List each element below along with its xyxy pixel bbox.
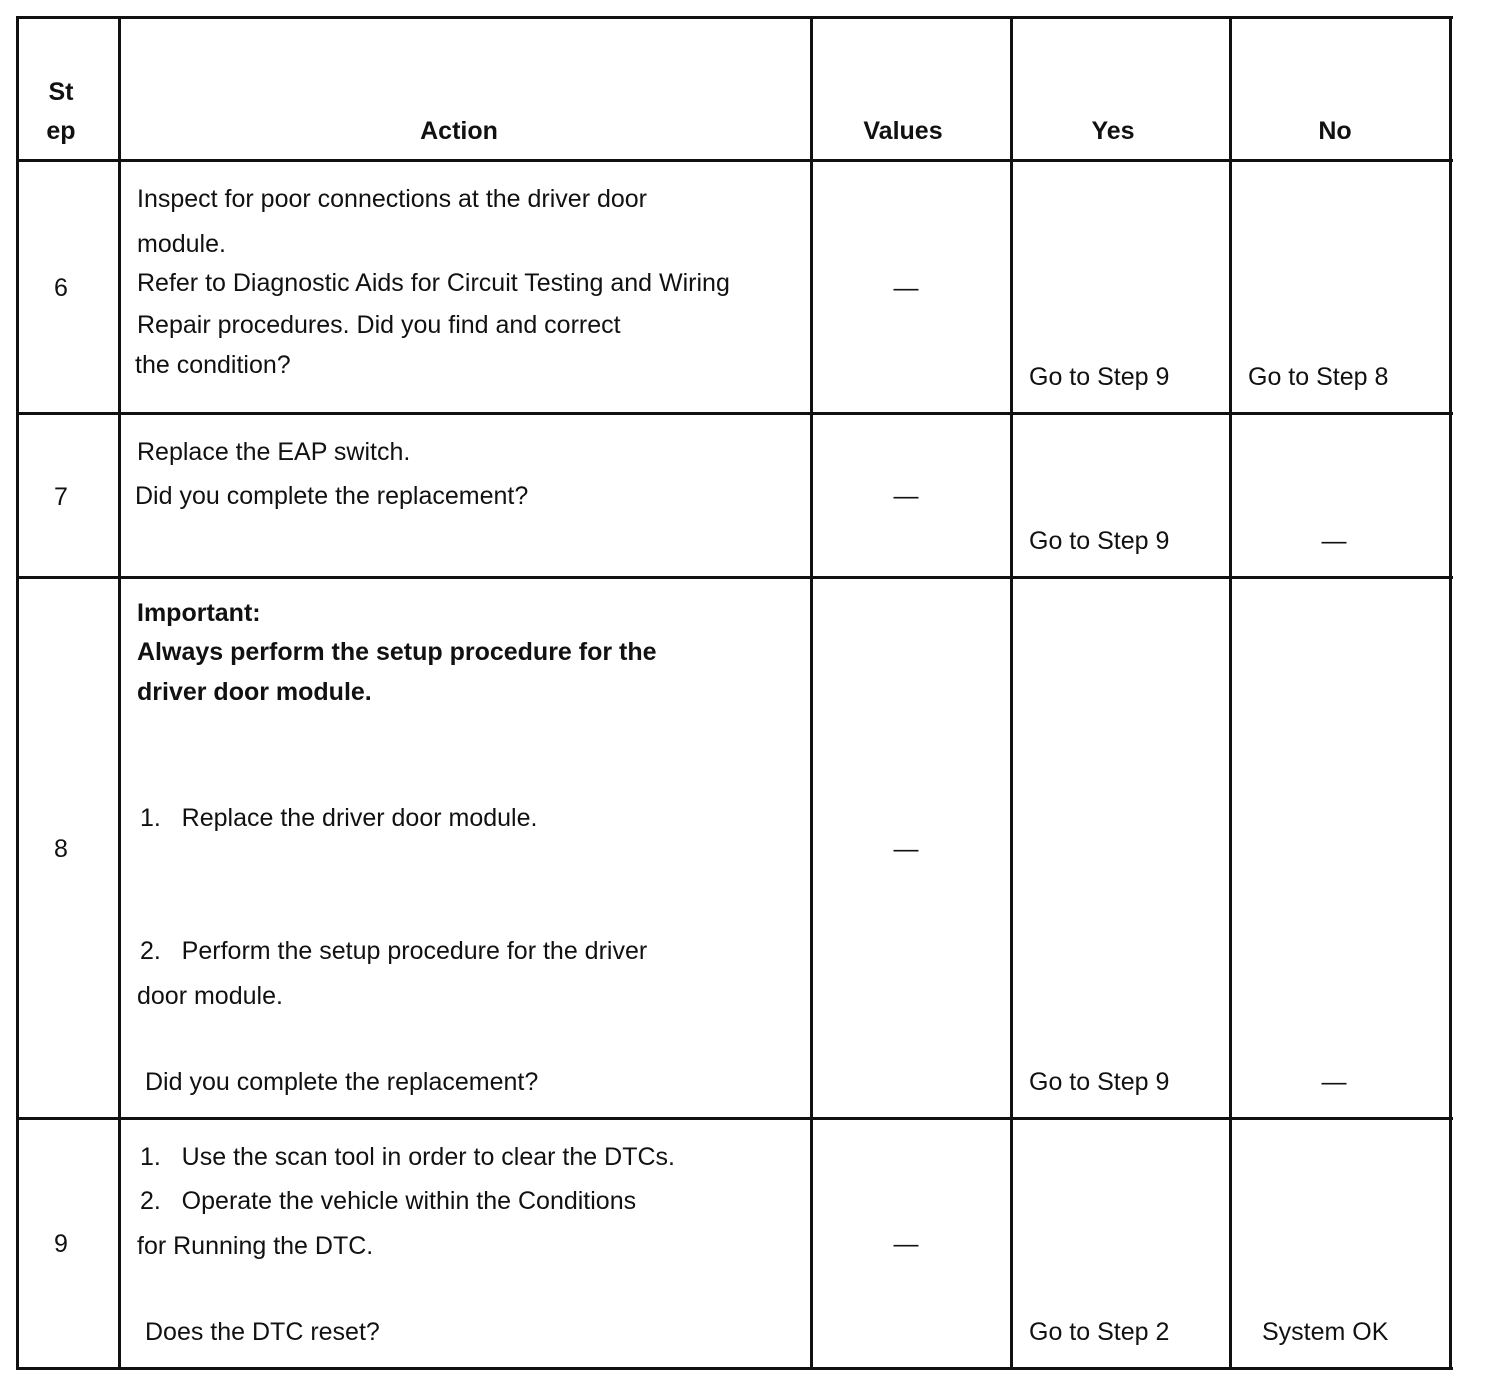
action-text: Inspect for poor connections at the driver door xyxy=(137,185,648,213)
important-label: Important: xyxy=(137,599,261,627)
header-step-line1: St xyxy=(48,78,74,106)
action-text: module. xyxy=(137,230,226,258)
yes-cell: Go to Step 9 xyxy=(1029,1068,1170,1096)
action-text: door module. xyxy=(137,982,283,1010)
step-number: 9 xyxy=(54,1230,68,1258)
values-cell: — xyxy=(893,482,919,510)
important-text: driver door module. xyxy=(137,678,372,706)
yes-cell: Go to Step 2 xyxy=(1029,1318,1170,1346)
no-cell: Go to Step 8 xyxy=(1248,363,1389,391)
action-text: the condition? xyxy=(135,351,291,379)
action-step-2: 2. Perform the setup procedure for the driver xyxy=(140,937,648,965)
table-border-left xyxy=(16,16,19,1370)
step-number: 8 xyxy=(54,835,68,863)
row-divider xyxy=(16,412,1453,415)
header-step-line2: ep xyxy=(46,117,76,145)
no-cell: — xyxy=(1321,527,1347,555)
values-cell: — xyxy=(893,274,919,302)
header-values: Values xyxy=(863,117,943,145)
header-yes: Yes xyxy=(1091,117,1135,145)
action-text: Refer to Diagnostic Aids for Circuit Testing and Wiring xyxy=(137,269,730,297)
step-number: 6 xyxy=(54,274,68,302)
important-text: Always perform the setup procedure for the xyxy=(137,638,657,666)
action-question: Does the DTC reset? xyxy=(145,1318,380,1346)
action-text: Repair procedures. Did you find and correct xyxy=(137,311,621,339)
yes-cell: Go to Step 9 xyxy=(1029,363,1170,391)
table-border-top xyxy=(16,16,1453,19)
column-divider xyxy=(1229,16,1232,1370)
header-divider xyxy=(16,159,1453,162)
header-action: Action xyxy=(420,117,498,145)
values-cell: — xyxy=(893,1230,919,1258)
action-text: Replace the EAP switch. xyxy=(137,438,411,466)
action-text: for Running the DTC. xyxy=(137,1232,374,1260)
table-border-right xyxy=(1449,16,1452,1370)
action-text: Did you complete the replacement? xyxy=(135,482,529,510)
column-divider xyxy=(118,16,121,1370)
column-divider xyxy=(1010,16,1013,1370)
action-step-2: 2. Operate the vehicle within the Conditions xyxy=(140,1187,637,1215)
yes-cell: Go to Step 9 xyxy=(1029,527,1170,555)
action-step-1: 1. Use the scan tool in order to clear the DTCs. xyxy=(140,1143,675,1171)
row-divider xyxy=(16,1117,1453,1120)
action-step-1: 1. Replace the driver door module. xyxy=(140,804,538,832)
row-divider xyxy=(16,576,1453,579)
no-cell: System OK xyxy=(1262,1318,1389,1346)
step-number: 7 xyxy=(54,483,68,511)
header-no: No xyxy=(1318,117,1352,145)
values-cell: — xyxy=(893,835,919,863)
table-border-bottom xyxy=(16,1367,1453,1370)
no-cell: — xyxy=(1321,1068,1347,1096)
column-divider xyxy=(810,16,813,1370)
action-question: Did you complete the replacement? xyxy=(145,1068,539,1096)
